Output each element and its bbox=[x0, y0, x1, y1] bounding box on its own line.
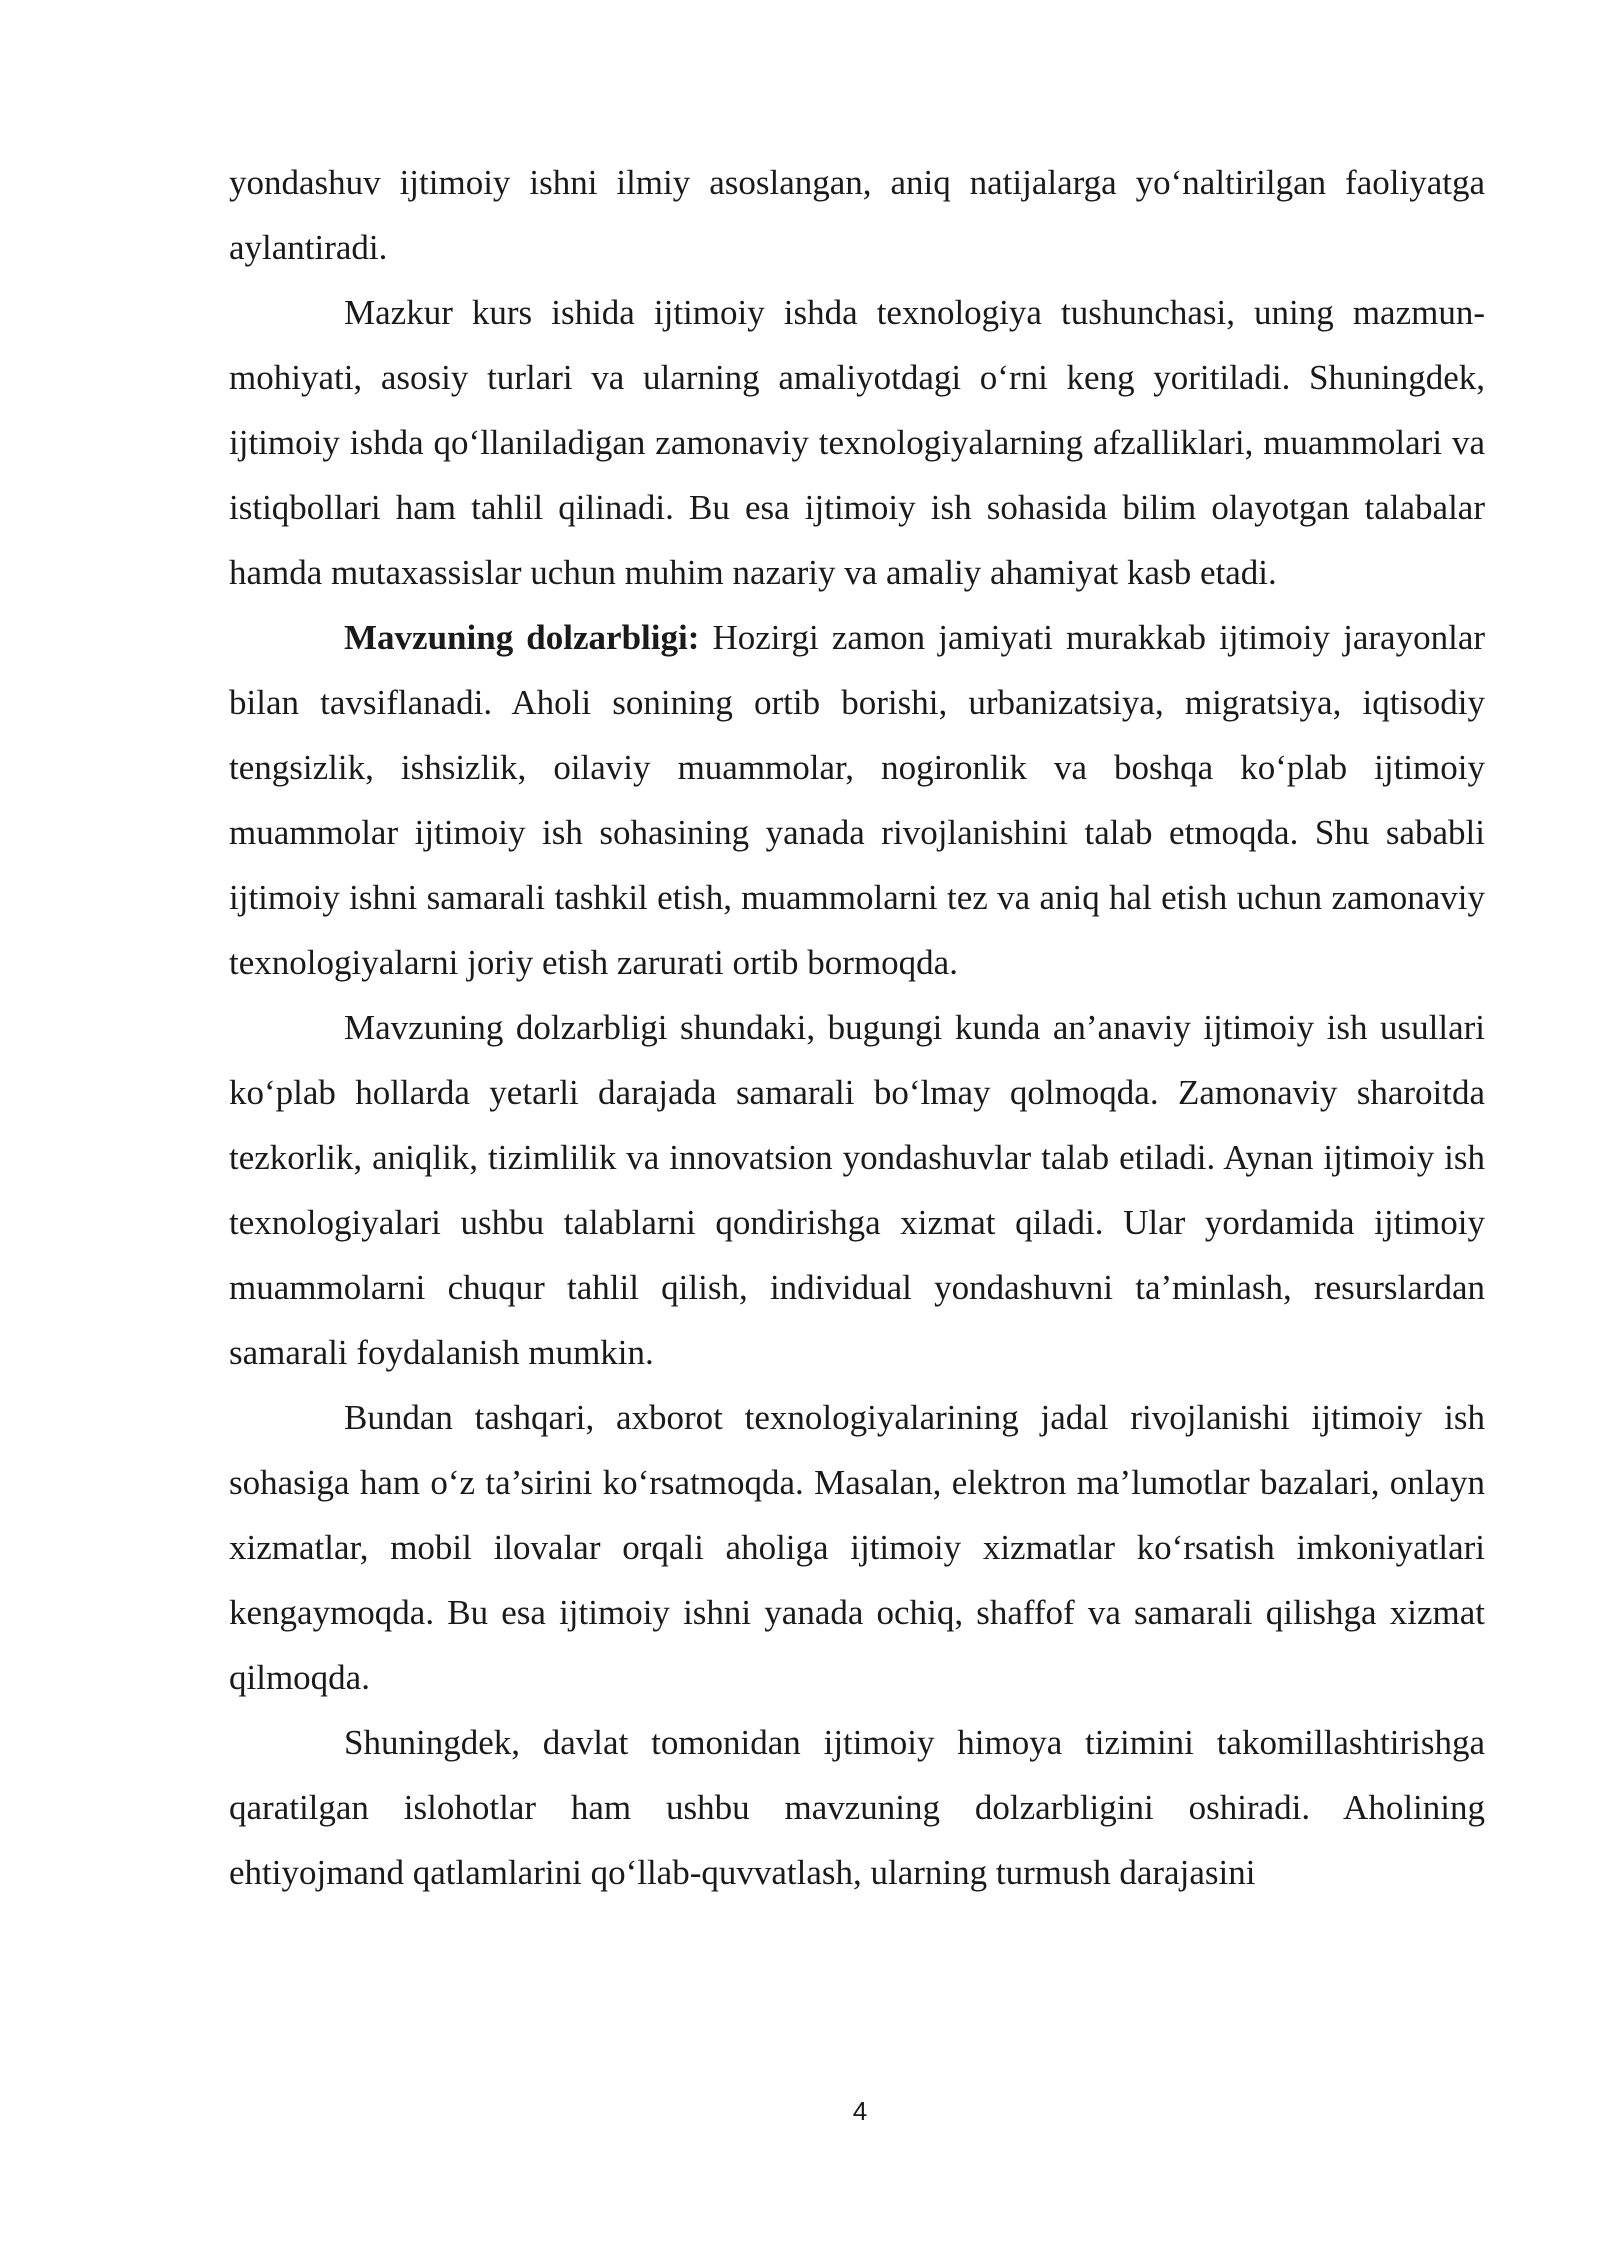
paragraph-state-reforms bbox=[229, 1710, 1485, 1905]
paragraph-topic-relevance bbox=[229, 605, 1485, 995]
paragraph-it-impact bbox=[229, 1385, 1485, 1710]
body-text bbox=[229, 150, 1485, 1905]
paragraph-text: Mavzuning dolzarbligi shundaki, bugungi kunda an’anaviy ijtimoiy ish usullari ko‘plab hollarda yetarli darajada samarali bo‘lmay qolmoqda. Zamonaviy sharoitda tezkorlik, aniqlik, tizimlilik va innovatsion yondashuvlar talab etiladi. Aynan ijtimoiy ish texnologiyalari ushbu talablarni qondirishga xizmat qiladi. Ular yordamida ijtimoiy muammolarni chuqur tahlil qilish, individual yondashuvni ta’minlash, resurslardan samarali foydalanish mumkin. bbox=[229, 1008, 1485, 1372]
paragraph-text: Mazkur kurs ishida ijtimoiy ishda texnologiya tushunchasi, uning mazmun-mohiyati, asosiy turlari va ularning amaliyotdagi o‘rni keng yoritiladi. Shuningdek, ijtimoiy ishda qo‘llaniladigan zamonaviy texnologiyalarning afzalliklari, muammolari va istiqbollari ham tahlil qilinadi. Bu esa ijtimoiy ish sohasida bilim olayotgan talabalar hamda mutaxassislar uchun muhim nazariy va amaliy ahamiyat kasb etadi. bbox=[229, 293, 1485, 592]
paragraph-text: Bundan tashqari, axborot texnologiyalarining jadal rivojlanishi ijtimoiy ish sohasiga ham o‘z ta’sirini ko‘rsatmoqda. Masalan, elektron ma’lumotlar bazalari, onlayn xizmatlar, mobil ilovalar orqali aholiga ijtimoiy xizmatlar ko‘rsatish imkoniyatlari kengaymoqda. Bu esa ijtimoiy ishni yanada ochiq, shaffof va samarali qilishga xizmat qilmoqda. bbox=[229, 1398, 1485, 1697]
section-heading-inline: Mavzuning dolzarbligi: bbox=[344, 618, 700, 657]
paragraph-text: yondashuv ijtimoiy ishni ilmiy asoslangan, aniq natijalarga yo‘naltirilgan faoliyatga aylantiradi. bbox=[229, 163, 1485, 267]
page-number: 4 bbox=[852, 2096, 868, 2126]
paragraph-text: Shuningdek, davlat tomonidan ijtimoiy himoya tizimini takomillashtirishga qaratilgan islohotlar ham ushbu mavzuning dolzarbligini oshiradi. Aholining ehtiyojmand qatlamlarini qo‘llab-quvvatlash, ularning turmush darajasini bbox=[229, 1723, 1485, 1892]
paragraph-intro-continuation bbox=[229, 150, 1485, 280]
paragraph-text: Hozirgi zamon jamiyati murakkab ijtimoiy jarayonlar bilan tavsiflanadi. Aholi sonining ortib borishi, urbanizatsiya, migratsiya, iqtisodiy tengsizlik, ishsizlik, oilaviy muammolar, nogironlik va boshqa ko‘plab ijtimoiy muammolar ijtimoiy ish sohasining yanada rivojlanishini talab etmoqda. Shu sababli ijtimoiy ishni samarali tashkil etish, muammolarni tez va aniq hal etish uchun zamonaviy texnologiyalarni joriy etish zarurati ortib bormoqda. bbox=[229, 618, 1486, 982]
paragraph-relevance-detail bbox=[229, 995, 1485, 1385]
paragraph-course-scope bbox=[229, 280, 1485, 605]
